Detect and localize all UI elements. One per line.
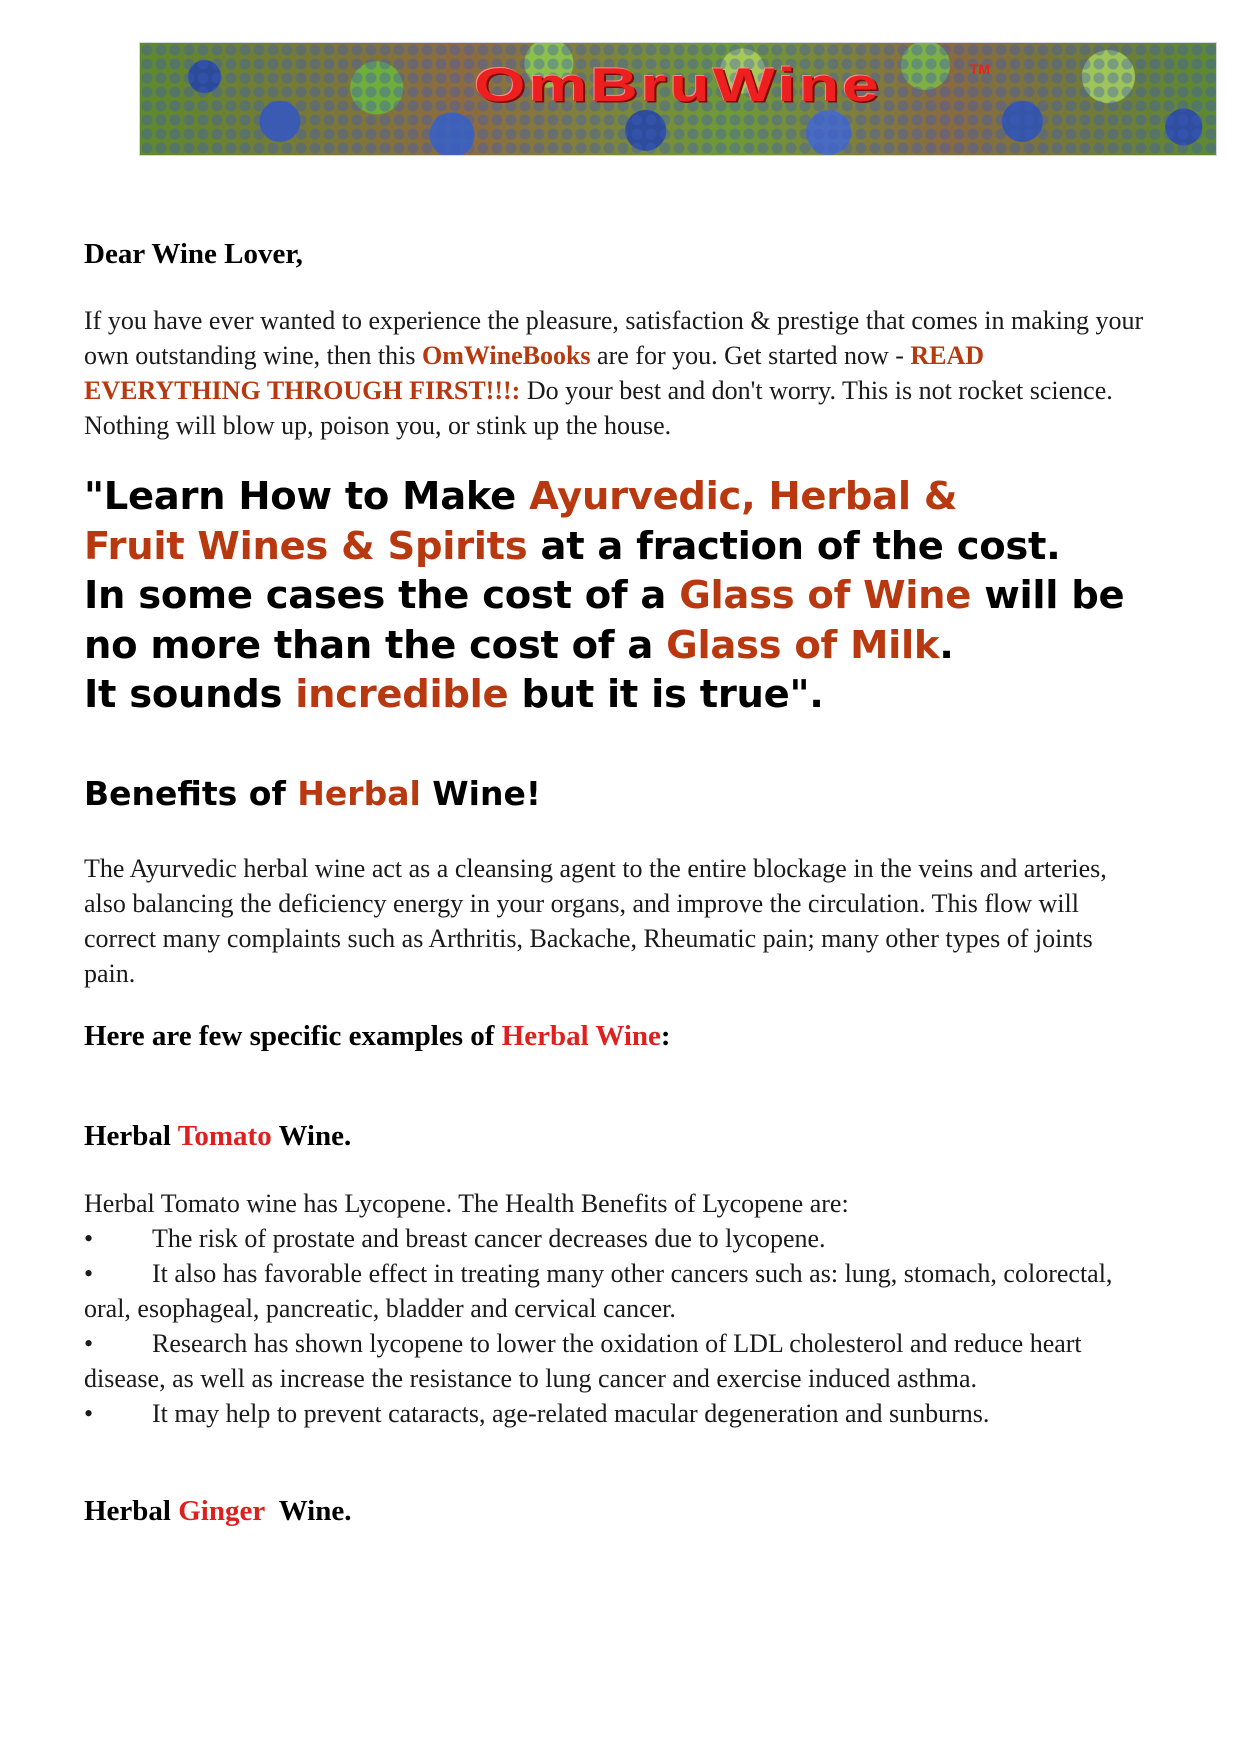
heading-text: Wine. (271, 1120, 352, 1152)
ombruwine-banner-image (139, 42, 1217, 156)
intro-text-1: If you have ever wanted to experience the pleasure, satisfaction & prestige that comes in making your own outstanding wine, then this (84, 306, 1144, 370)
headline-line-4 (84, 621, 1164, 671)
examples-heading (84, 1020, 1144, 1053)
list-item (84, 1221, 1144, 1256)
headline-text: will be (971, 573, 1125, 618)
tomato-wine-heading (84, 1120, 1144, 1153)
read-first-notice: READ EVERYTHING THROUGH FIRST!!!: (84, 341, 985, 405)
tomato-wine-body (84, 1186, 1144, 1431)
list-item (84, 1396, 1144, 1431)
headline-text: no more than the cost of a (84, 622, 667, 668)
heading-text: Here are few specific examples of (84, 1020, 502, 1052)
headline-highlight: Ayurvedic, Herbal & (529, 474, 958, 519)
bullet-marker: • (84, 1399, 94, 1428)
bullet-marker: • (84, 1329, 94, 1358)
headline-line-5 (84, 670, 1164, 720)
bullet-text: The risk of prostate and breast cancer decreases due to lycopene. (152, 1224, 826, 1253)
intro-text-2: are for you. Get started now - (590, 341, 911, 370)
headline-quote (84, 472, 1164, 720)
headline-text: but it is true". (508, 672, 824, 717)
heading-text: Wine. (264, 1495, 352, 1527)
heading-highlight: Ginger (178, 1495, 265, 1527)
bullet-text: It also has favorable effect in treating many other cancers such as: lung, stomach, colorectal, oral, esophageal, pancreatic, bladder and cervical cancer. (84, 1259, 1113, 1323)
heading-highlight: Herbal Wine (501, 1020, 661, 1052)
heading-text: Herbal (84, 1120, 178, 1152)
heading-text: Wine! (420, 774, 541, 813)
headline-text: . (939, 622, 954, 668)
benefits-heading (84, 774, 1144, 813)
list-item (84, 1326, 1144, 1396)
bullet-text: It may help to prevent cataracts, age-related macular degeneration and sunburns. (152, 1399, 990, 1428)
benefits-paragraph: The Ayurvedic herbal wine act as a cleansing agent to the entire blockage in the veins and arteries, also balancing the deficiency energy in your organs, and improve the circulation. This flow will correct many complaints such as Arthritis, Backache, Rheumatic pain; many other types of joints pain. (84, 854, 1107, 988)
headline-line-3 (84, 571, 1164, 621)
intro-paragraph (84, 303, 1144, 443)
bullet-text: Research has shown lycopene to lower the oxidation of LDL cholesterol and reduce heart disease, as well as increase the resistance to lung cancer and exercise induced asthma. (84, 1329, 1082, 1393)
brand-name: OmWineBooks (421, 341, 591, 370)
list-item (84, 1256, 1144, 1326)
headline-highlight: Fruit Wines & Spirits (84, 523, 528, 569)
headline-text: "Learn How to Make (84, 474, 530, 519)
headline-highlight: Glass of Milk (666, 622, 940, 668)
salutation: Dear Wine Lover, (84, 238, 303, 270)
heading-text: Benefits of (84, 774, 298, 813)
banner-logo-text: OmBruWine (474, 57, 882, 111)
headline-text: at a fraction of the cost. (527, 523, 1061, 569)
heading-text: : (660, 1020, 671, 1052)
ginger-wine-heading (84, 1495, 1144, 1528)
tomato-intro: Herbal Tomato wine has Lycopene. The Health Benefits of Lycopene are: (84, 1189, 849, 1218)
headline-text: In some cases the cost of a (84, 573, 680, 618)
intro-text-3: Do your best and don't worry. This is not rocket science. Nothing will blow up, poison you, or stink up the house. (84, 376, 1113, 440)
heading-highlight: Tomato (177, 1120, 272, 1152)
bullet-marker: • (84, 1259, 94, 1288)
headline-line-1 (84, 472, 1164, 522)
headline-line-2 (84, 522, 1164, 572)
headline-highlight: Glass of Wine (679, 573, 972, 618)
headline-text: It sounds (84, 672, 296, 717)
trademark-mark: TM (969, 61, 990, 77)
heading-highlight: Herbal (297, 774, 421, 813)
headline-highlight: incredible (295, 672, 509, 717)
bullet-marker: • (84, 1224, 94, 1253)
heading-text: Herbal (84, 1495, 179, 1527)
